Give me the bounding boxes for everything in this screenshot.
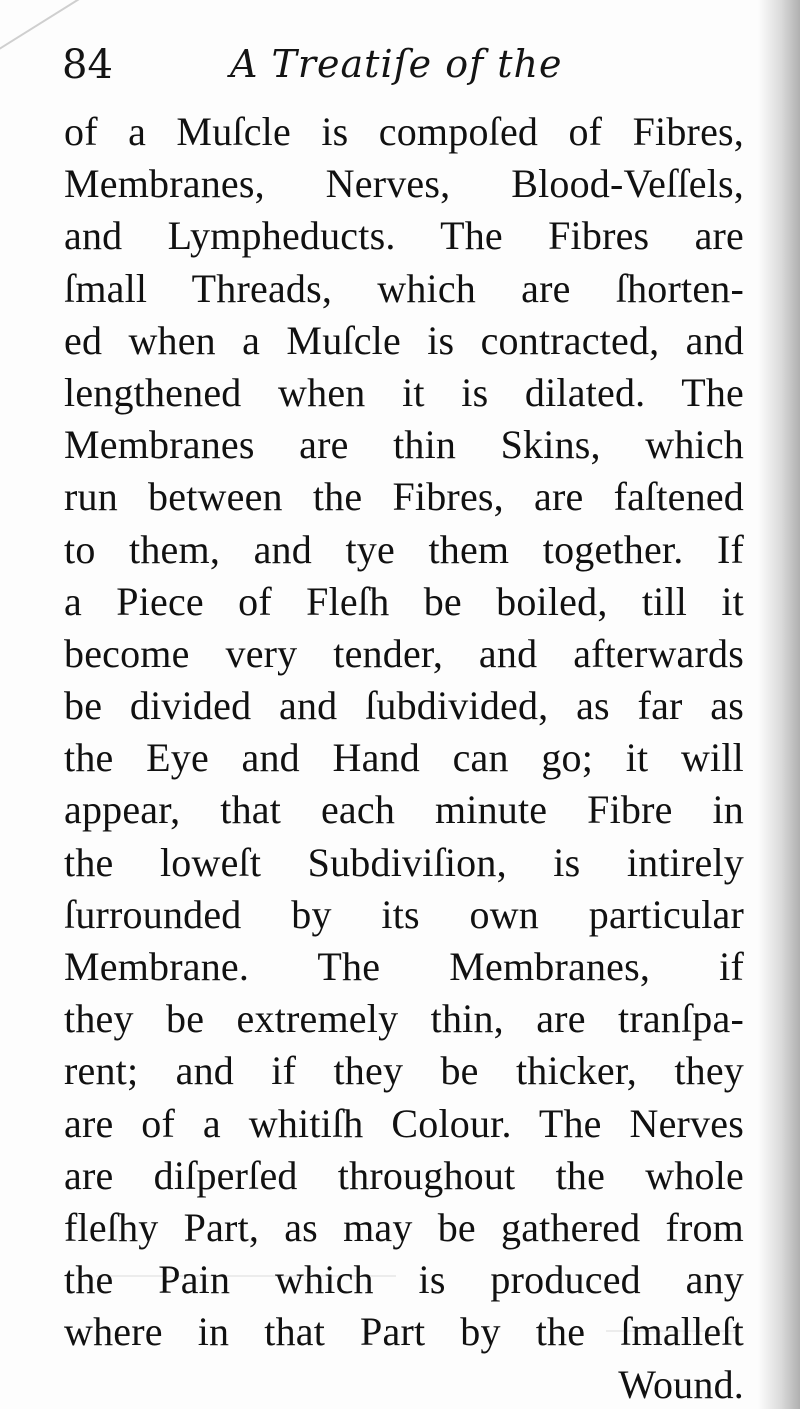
text-line: a Piece of Fleſh be boiled, till it xyxy=(64,578,744,624)
text-line: ed when a Muſcle is contracted, and xyxy=(64,317,744,363)
page-number: 84 xyxy=(62,42,113,88)
text-line: they be extremely thin, are tranſpa- xyxy=(64,996,744,1042)
text-line: ſurrounded by its own particular xyxy=(64,891,744,937)
text-line: to them, and tye them together. If xyxy=(64,526,744,572)
text-line: are of a whitiſh Colour. The Nerves xyxy=(64,1100,744,1146)
text-line: where in that Part by the ſmalleſt xyxy=(64,1309,744,1355)
text-line: of a Muſcle is compoſed of Fibres, xyxy=(64,109,744,154)
text-line: Membrane. The Membranes, if xyxy=(64,944,744,989)
page-edge-shadow xyxy=(758,0,800,1409)
text-line: Membranes, Nerves, Blood-Veſſels, xyxy=(64,161,744,207)
print-speck xyxy=(606,1330,736,1332)
text-line: appear, that each minute Fibre in xyxy=(64,787,744,833)
text-line: fleſhy Part, as may be gathered from xyxy=(64,1204,744,1250)
text-line: ſmall Threads, which are ſhorten- xyxy=(64,265,744,311)
page-header xyxy=(60,38,760,98)
text-line: rent; and if they be thicker, they xyxy=(64,1048,744,1094)
text-line: lengthened when it is dilated. The xyxy=(64,369,744,415)
text-line: become very tender, and afterwards xyxy=(64,630,744,676)
text-line: the loweſt Subdiviſion, is intirely xyxy=(64,839,744,885)
text-line: run between the Fibres, are faſtened xyxy=(64,474,744,520)
running-title: A Treatiſe of the xyxy=(230,42,563,86)
body-text xyxy=(64,106,744,1409)
text-line: Membranes are thin Skins, which xyxy=(64,422,744,468)
text-line: the Eye and Hand can go; it will xyxy=(64,735,744,781)
text-line: and Lympheducts. The Fibres are xyxy=(64,213,744,259)
print-speck xyxy=(96,1275,396,1277)
text-line: are diſperſed throughout the whole xyxy=(64,1152,744,1198)
text-line: be divided and ſubdivided, as far as xyxy=(64,683,744,729)
text-line-final: Wound. xyxy=(618,1361,744,1407)
text-line: the Pain which is produced any xyxy=(64,1257,744,1303)
